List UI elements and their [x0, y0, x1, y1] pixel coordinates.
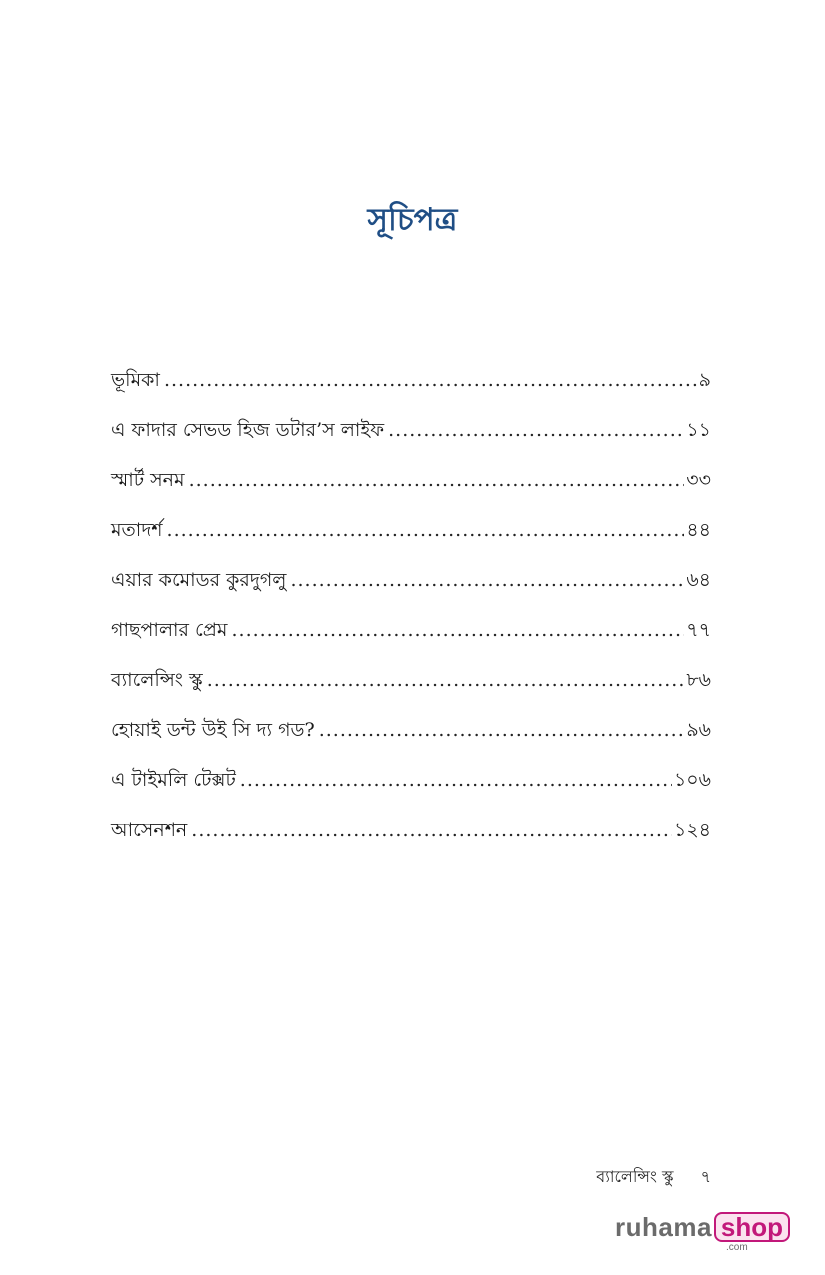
- dot-leader: [164, 369, 697, 391]
- ruhamashop-logo: [615, 1212, 790, 1242]
- toc-entry-3[interactable]: [111, 466, 711, 516]
- toc-entry-page: ৭৭: [686, 619, 711, 641]
- toc-entry-page: ১০৬: [673, 769, 711, 791]
- toc-entry-title: আসেনশন: [111, 819, 188, 841]
- toc-entry-title: এ টাইমলি টেক্সট: [111, 769, 236, 791]
- dot-leader: [231, 619, 684, 641]
- dot-leader: [207, 669, 685, 691]
- dot-leader: [290, 569, 684, 591]
- toc-entry-7[interactable]: [111, 666, 711, 716]
- logo-domain: .com: [726, 1242, 748, 1253]
- toc-entry-title: মতাদর্শ: [111, 519, 163, 541]
- toc-entry-6[interactable]: [111, 616, 711, 666]
- toc-entry-title: গাছপালার প্রেম: [111, 619, 228, 641]
- toc-entry-2[interactable]: [111, 416, 711, 466]
- page-number: ৭: [700, 1167, 711, 1186]
- dot-leader: [240, 769, 672, 791]
- logo-brand-left: ruhama: [615, 1212, 712, 1242]
- dot-leader: [189, 469, 685, 491]
- running-footer-book-title: ব্যালেন্সিং স্কু: [596, 1167, 674, 1186]
- page-title: সূচিপত্র: [367, 202, 458, 238]
- toc-entry-title: এয়ার কমোডর কুরদুগলু: [111, 569, 287, 591]
- toc-entry-page: ৮৬: [686, 669, 711, 691]
- toc-entry-page: ৩৩: [686, 469, 711, 491]
- toc-entry-4[interactable]: [111, 516, 711, 566]
- toc-entry-page: ৪৪: [686, 519, 711, 541]
- dot-leader: [167, 519, 685, 541]
- toc-entry-title: হোয়াই ডন্ট উই সি দ্য গড?: [111, 719, 315, 741]
- toc-entry-1[interactable]: [111, 366, 711, 416]
- toc-entry-page: ৯: [698, 369, 711, 391]
- toc-entry-9[interactable]: [111, 766, 711, 816]
- table-of-contents: [111, 366, 711, 866]
- dot-leader: [388, 419, 684, 441]
- running-footer: [596, 1164, 711, 1191]
- toc-entry-page: ৬৪: [686, 569, 711, 591]
- toc-entry-title: ব্যালেন্সিং স্কু: [111, 669, 203, 691]
- toc-entry-page: ৯৬: [686, 719, 711, 741]
- toc-entry-5[interactable]: [111, 566, 711, 616]
- toc-entry-page: ১১: [686, 419, 711, 441]
- toc-entry-title: এ ফাদার সেভড হিজ ডটার’স লাইফ: [111, 419, 385, 441]
- toc-entry-title: ভূমিকা: [111, 369, 160, 391]
- toc-entry-page: ১২৪: [673, 819, 711, 841]
- dot-leader: [319, 719, 685, 741]
- logo-brand-boxed: shop: [714, 1212, 790, 1242]
- toc-entry-8[interactable]: [111, 716, 711, 766]
- dot-leader: [191, 819, 672, 841]
- toc-entry-title: স্মার্ট সনম: [111, 469, 185, 491]
- toc-entry-10[interactable]: [111, 816, 711, 866]
